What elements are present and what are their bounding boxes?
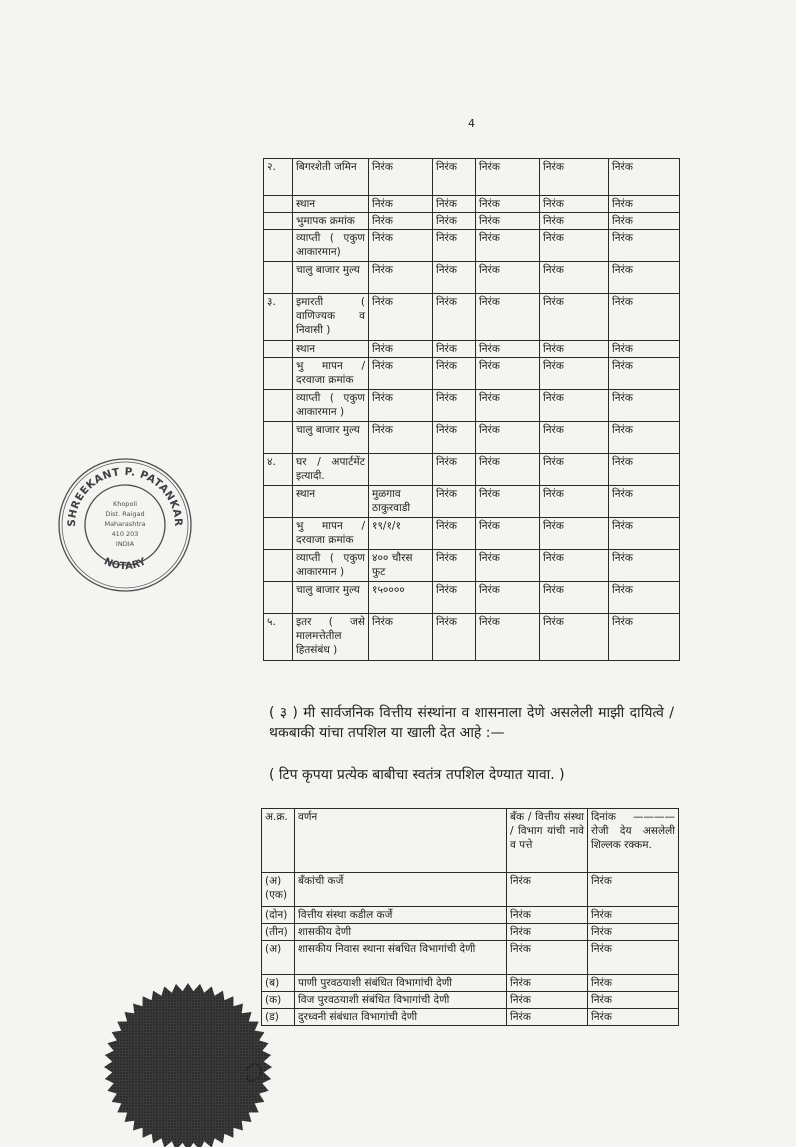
assets-cell: निरंक [609, 550, 680, 582]
liabilities-cell: वित्तीय संस्था कडील कर्जे [295, 907, 507, 924]
assets-cell: निरंक [540, 196, 609, 213]
assets-cell: निरंक [476, 614, 540, 661]
assets-cell: चालु बाजार मुल्य [293, 262, 369, 294]
assets-cell: निरंक [476, 358, 540, 390]
page-number: 4 [468, 117, 475, 130]
assets-cell: निरंक [540, 358, 609, 390]
assets-cell [264, 582, 293, 614]
assets-cell: १९/१/१ [369, 518, 433, 550]
embossed-seal [96, 979, 274, 1147]
assets-cell: निरंक [476, 213, 540, 230]
assets-cell: निरंक [476, 262, 540, 294]
assets-cell: निरंक [540, 422, 609, 454]
assets-cell: निरंक [476, 230, 540, 262]
assets-cell: निरंक [540, 341, 609, 358]
assets-cell: निरंक [433, 213, 476, 230]
assets-cell: निरंक [609, 486, 680, 518]
assets-cell: निरंक [609, 294, 680, 341]
assets-cell: निरंक [476, 454, 540, 486]
liabilities-cell: पाणी पुरवठयाशी संबंधित विभागांची देणी [295, 975, 507, 992]
assets-cell: निरंक [433, 390, 476, 422]
assets-cell: निरंक [540, 614, 609, 661]
assets-cell: निरंक [433, 582, 476, 614]
assets-cell: बिगरशेती जमिन [293, 159, 369, 196]
assets-row [264, 454, 680, 486]
assets-cell: निरंक [540, 230, 609, 262]
liabilities-row [262, 873, 679, 907]
assets-cell [369, 454, 433, 486]
liabilities-row [262, 992, 679, 1009]
assets-row [264, 159, 680, 196]
assets-cell: निरंक [369, 390, 433, 422]
assets-cell: निरंक [433, 294, 476, 341]
assets-cell: निरंक [609, 159, 680, 196]
liabilities-cell: (अ) [262, 941, 295, 975]
liabilities-cell: निरंक [507, 924, 588, 941]
assets-cell [264, 230, 293, 262]
assets-row [264, 213, 680, 230]
svg-text:NOTARY [102, 556, 148, 572]
liabilities-note: ( टिप कृपया प्रत्येक बाबीचा स्वतंत्र तपशिल देण्यात यावा. ) [269, 767, 565, 783]
assets-row [264, 486, 680, 518]
assets-cell: निरंक [540, 262, 609, 294]
assets-cell: निरंक [433, 262, 476, 294]
liabilities-row [262, 907, 679, 924]
liabilities-row [262, 941, 679, 975]
assets-cell [264, 213, 293, 230]
assets-cell: स्थान [293, 486, 369, 518]
stamp-line-4: 410 203 [111, 530, 139, 538]
assets-cell: निरंक [609, 518, 680, 550]
liabilities-cell: निरंक [588, 941, 679, 975]
assets-cell: निरंक [433, 486, 476, 518]
liabilities-cell: (क) [262, 992, 295, 1009]
assets-cell: निरंक [433, 518, 476, 550]
liabilities-header-cell: वर्णन [295, 809, 507, 873]
stamp-line-3: Maharashtra [104, 520, 146, 528]
assets-cell: निरंक [433, 341, 476, 358]
assets-cell: निरंक [369, 614, 433, 661]
liabilities-cell: (दोन) [262, 907, 295, 924]
liabilities-header-cell: दिनांक ———— रोजी देय असलेली शिल्लक रक्कम. [588, 809, 679, 873]
assets-cell [264, 358, 293, 390]
assets-cell: निरंक [369, 294, 433, 341]
assets-cell: निरंक [433, 358, 476, 390]
assets-cell: ३. [264, 294, 293, 341]
assets-cell: निरंक [540, 486, 609, 518]
liabilities-header-row [262, 809, 679, 873]
liabilities-cell: निरंक [588, 1009, 679, 1026]
assets-cell: ४०० चौरस फुट [369, 550, 433, 582]
assets-cell: ४. [264, 454, 293, 486]
liabilities-cell: (ब) [262, 975, 295, 992]
assets-cell: निरंक [433, 196, 476, 213]
assets-cell: निरंक [476, 550, 540, 582]
notary-stamp [56, 456, 194, 594]
assets-cell: निरंक [609, 341, 680, 358]
assets-cell: निरंक [609, 262, 680, 294]
assets-cell: व्याप्ती ( एकुण आकारमान ) [293, 550, 369, 582]
liabilities-cell: शासकीय देणी [295, 924, 507, 941]
assets-cell: निरंक [369, 262, 433, 294]
assets-cell: निरंक [476, 486, 540, 518]
assets-cell: ५. [264, 614, 293, 661]
liabilities-cell: विज पुरवठयाशी संबंधित विभागांची देणी [295, 992, 507, 1009]
assets-cell: १५०००० [369, 582, 433, 614]
assets-cell: निरंक [476, 582, 540, 614]
assets-cell [264, 390, 293, 422]
assets-cell: निरंक [609, 358, 680, 390]
assets-cell: निरंक [433, 422, 476, 454]
assets-row [264, 358, 680, 390]
liabilities-cell: (ड) [262, 1009, 295, 1026]
stamp-line-5: INDIA [115, 540, 135, 548]
liabilities-cell: (तीन) [262, 924, 295, 941]
assets-cell: निरंक [540, 518, 609, 550]
liabilities-row [262, 924, 679, 941]
assets-cell: निरंक [540, 294, 609, 341]
assets-cell: निरंक [540, 454, 609, 486]
assets-cell: निरंक [369, 213, 433, 230]
stamp-line-1: Khopoli [112, 500, 138, 508]
assets-cell: निरंक [540, 159, 609, 196]
assets-cell: निरंक [369, 159, 433, 196]
liabilities-cell: (अ) (एक) [262, 873, 295, 907]
assets-cell [264, 518, 293, 550]
assets-cell: निरंक [476, 196, 540, 213]
assets-cell: निरंक [540, 550, 609, 582]
assets-row [264, 582, 680, 614]
assets-cell: निरंक [433, 614, 476, 661]
assets-cell: निरंक [433, 230, 476, 262]
liabilities-header-cell: अ.क्र. [262, 809, 295, 873]
assets-cell: स्थान [293, 196, 369, 213]
assets-row [264, 341, 680, 358]
assets-row [264, 262, 680, 294]
liabilities-row [262, 1009, 679, 1026]
assets-cell: निरंक [609, 422, 680, 454]
assets-cell: घर / अपार्टमेंट इत्यादी. [293, 454, 369, 486]
stamp-footer: NOTARY [102, 556, 148, 573]
assets-cell: इतर ( जसे मालमत्तेतील हितसंबंध ) [293, 614, 369, 661]
assets-row [264, 294, 680, 341]
assets-cell: निरंक [540, 213, 609, 230]
assets-cell [264, 196, 293, 213]
assets-cell: निरंक [609, 454, 680, 486]
assets-cell: निरंक [609, 582, 680, 614]
assets-cell: निरंक [540, 390, 609, 422]
assets-cell [264, 486, 293, 518]
assets-cell: निरंक [476, 518, 540, 550]
assets-cell: निरंक [369, 358, 433, 390]
liabilities-cell: निरंक [507, 907, 588, 924]
stamp-name: SHREEKANT P. PATANKAR [65, 465, 185, 528]
liabilities-cell: निरंक [507, 992, 588, 1009]
assets-cell: निरंक [433, 454, 476, 486]
assets-cell [264, 262, 293, 294]
stamp-line-2: Dist. Raigad [105, 510, 145, 518]
assets-table [263, 158, 680, 661]
assets-cell: निरंक [540, 582, 609, 614]
assets-cell [264, 341, 293, 358]
assets-cell: व्याप्ती ( एकुण आकारमान ) [293, 390, 369, 422]
assets-cell: निरंक [476, 422, 540, 454]
assets-row [264, 518, 680, 550]
liabilities-intro: ( ३ ) मी सार्वजनिक वित्तीय संस्थांना व शासनाला देणे असलेली माझी दायित्वे / थकबाकी यांचा तपशिल या खाली देत आहे :— [269, 705, 674, 741]
assets-row [264, 614, 680, 661]
liabilities-cell: दुरध्वनी संबंधात विभागांची देणी [295, 1009, 507, 1026]
assets-cell: निरंक [433, 550, 476, 582]
liabilities-row [262, 975, 679, 992]
assets-cell: चालु बाजार मुल्य [293, 582, 369, 614]
assets-cell: निरंक [369, 422, 433, 454]
assets-cell: निरंक [609, 213, 680, 230]
assets-cell: मुळगाव ठाकुरवाडी [369, 486, 433, 518]
assets-cell [264, 422, 293, 454]
assets-cell: इमारती ( वाणिज्यक व निवासी ) [293, 294, 369, 341]
assets-cell: निरंक [369, 196, 433, 213]
assets-row [264, 196, 680, 213]
liabilities-cell: बँकांची कर्जे [295, 873, 507, 907]
assets-cell: निरंक [609, 230, 680, 262]
assets-cell: निरंक [609, 196, 680, 213]
assets-cell: निरंक [369, 341, 433, 358]
assets-cell: निरंक [476, 341, 540, 358]
assets-cell: चालु बाजार मुल्य [293, 422, 369, 454]
liabilities-cell: निरंक [588, 873, 679, 907]
assets-cell: निरंक [369, 230, 433, 262]
assets-row [264, 550, 680, 582]
assets-cell: व्याप्ती ( एकुण आकारमान) [293, 230, 369, 262]
assets-cell: निरंक [433, 159, 476, 196]
liabilities-cell: निरंक [588, 924, 679, 941]
liabilities-cell: निरंक [507, 941, 588, 975]
assets-row [264, 230, 680, 262]
liabilities-header-cell: बँक / वित्तीय संस्था / विभाग यांची नावे व पत्ते [507, 809, 588, 873]
assets-cell: निरंक [609, 614, 680, 661]
assets-row [264, 422, 680, 454]
assets-cell: निरंक [476, 294, 540, 341]
liabilities-cell: निरंक [507, 873, 588, 907]
liabilities-cell: निरंक [588, 992, 679, 1009]
liabilities-table [261, 808, 679, 1026]
liabilities-cell: निरंक [588, 907, 679, 924]
liabilities-cell: निरंक [507, 1009, 588, 1026]
liabilities-cell: निरंक [588, 975, 679, 992]
assets-cell: निरंक [476, 159, 540, 196]
assets-cell: भुमापक क्रमांक [293, 213, 369, 230]
assets-row [264, 390, 680, 422]
assets-cell: २. [264, 159, 293, 196]
assets-cell: भु मापन / दरवाजा क्रमांक [293, 518, 369, 550]
assets-cell: भु मापन / दरवाजा क्रमांक [293, 358, 369, 390]
liabilities-cell: निरंक [507, 975, 588, 992]
liabilities-cell: शासकीय निवास स्थाना संबधित विभागांची देणी [295, 941, 507, 975]
assets-cell [264, 550, 293, 582]
assets-cell: निरंक [609, 390, 680, 422]
assets-cell: स्थान [293, 341, 369, 358]
assets-cell: निरंक [476, 390, 540, 422]
